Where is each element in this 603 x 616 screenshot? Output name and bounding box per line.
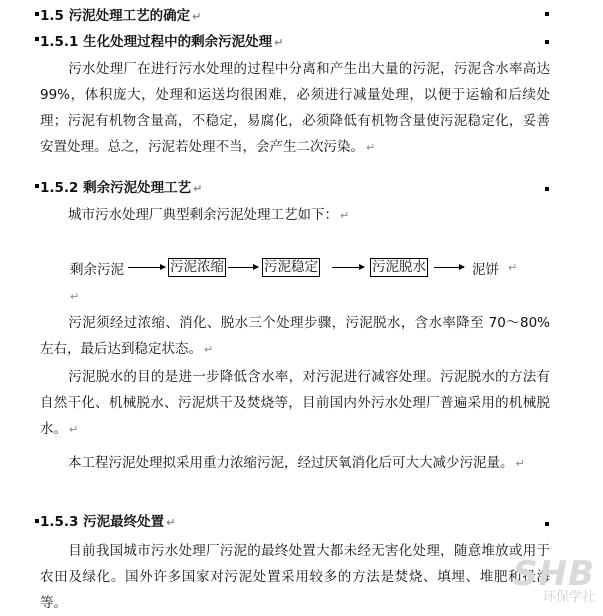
flow-arrow — [434, 267, 464, 268]
list-bullet — [35, 12, 39, 16]
flow-start-label: 剩余污泥 — [70, 262, 124, 278]
paragraph-project-plan: 本工程污泥处理拟采用重力浓缩污泥，经过厌氧消化后可大大减少污泥量。 ↵ — [68, 455, 525, 471]
paragraph-mark: ↵ — [508, 261, 518, 274]
section-heading-1-5: 1.5 污泥处理工艺的确定 ↵ — [40, 8, 202, 24]
flow-step-thickening: 污泥浓缩 — [170, 259, 224, 275]
corner-mark — [545, 40, 549, 44]
watermark-logo: SHB — [513, 554, 595, 594]
paragraph-process-intro: 城市污水处理厂典型剩余污泥处理工艺如下： ↵ — [68, 207, 350, 223]
list-bullet — [35, 184, 39, 188]
watermark-text: 环保学社 — [542, 590, 595, 605]
flow-end-label: 泥饼 — [472, 262, 499, 278]
flow-step-dewatering: 污泥脱水 — [372, 259, 426, 275]
site-watermark — [513, 554, 595, 605]
section-heading-1-5-3: 1.5.3 污泥最终处置 ↵ — [40, 514, 176, 530]
flow-step-stabilization: 污泥稳定 — [264, 259, 318, 275]
empty-paragraph-mark: ↵ — [70, 290, 80, 303]
paragraph-dewatering-purpose: 污泥脱水的目的是进一步降低含水率，对污泥进行减容处理。污泥脱水的方法有自然干化、机械脱水、污泥烘干及焚烧等，目前国内外污水处理厂普遍采用的机械脱水。 ↵ — [40, 369, 550, 437]
list-bullet — [35, 37, 39, 41]
list-bullet — [35, 519, 39, 523]
corner-mark — [545, 522, 549, 526]
paragraph-three-steps: 污泥须经过浓缩、消化、脱水三个处理步骤，污泥脱水，含水率降至 70～80%左右，最后达到稳定状态。 ↵ — [40, 315, 550, 357]
flow-arrow — [332, 267, 364, 268]
paragraph-sludge-generation: 污水处理厂在进行污水处理的过程中分离和产生出大量的污泥，污泥含水率高达 99%，体积庞大，处理和运送均很困难，必须进行减量处理，以便于运输和后续处理；污泥有机物含量高，不稳定，易腐化，必须降低有机物含量使污泥稳定化，妥善安置处理。总之，污泥若处理不当，会产生二次污染。 ↵ — [40, 61, 550, 155]
corner-mark — [545, 12, 549, 16]
section-heading-1-5-2: 1.5.2 剩余污泥处理工艺 ↵ — [40, 180, 203, 196]
flow-arrow — [128, 267, 165, 268]
paragraph-final-disposal: 目前我国城市污水处理厂污泥的最终处置大都未经无害化处理，随意堆放或用于农田及绿化。国外许多国家对污泥处置采用较多的方法是焚烧、填埋、堆肥和投海等。 — [40, 543, 550, 611]
flow-arrow — [228, 267, 258, 268]
section-heading-1-5-1: 1.5.1 生化处理过程中的剩余污泥处理 ↵ — [40, 34, 284, 50]
corner-mark — [545, 187, 549, 191]
